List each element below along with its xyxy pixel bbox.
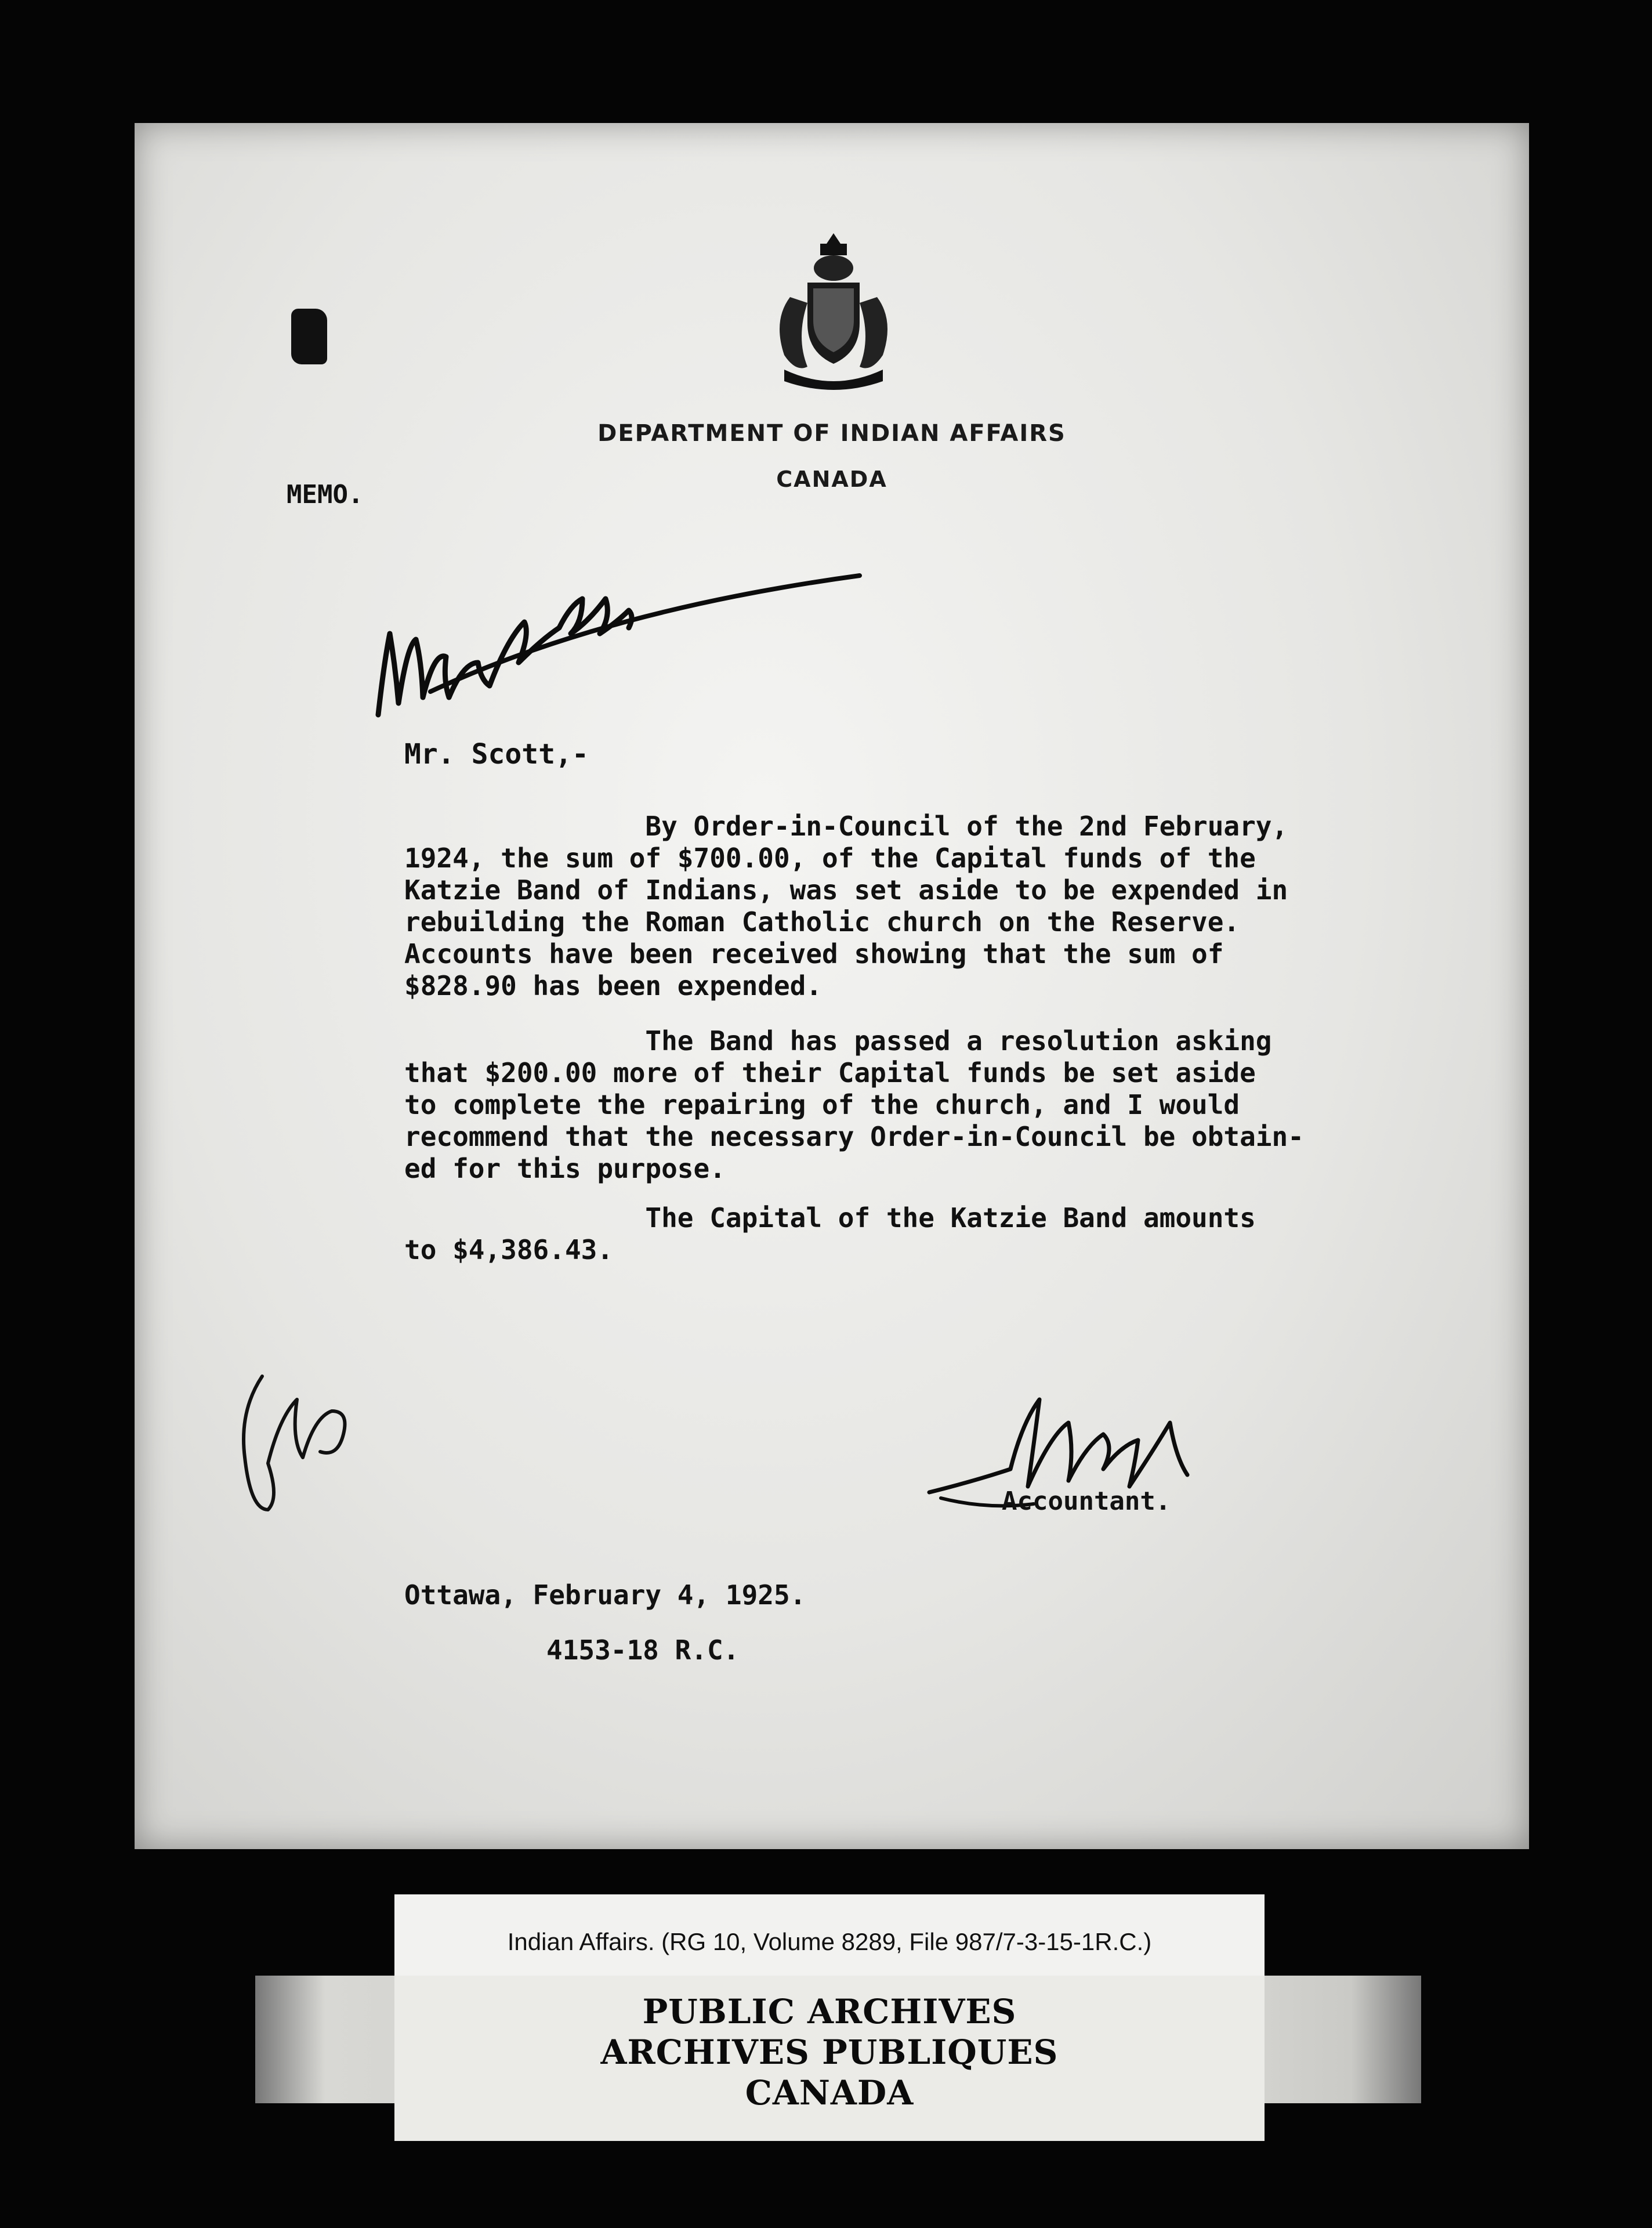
department-name: DEPARTMENT OF INDIAN AFFAIRS xyxy=(597,420,1066,447)
archive-caption: Indian Affairs. (RG 10, Volume 8289, File 987/7-3-15-1R.C.) xyxy=(507,1928,1152,1955)
handwritten-annotation-top xyxy=(361,541,871,732)
stamp-line-1: PUBLIC ARCHIVES xyxy=(642,1992,1017,2031)
department-country: CANADA xyxy=(776,466,887,492)
stamp-line-2: ARCHIVES PUBLIQUES xyxy=(600,2032,1059,2072)
archive-stamp-card xyxy=(394,1976,1265,2141)
stamp-line-3: CANADA xyxy=(745,2073,914,2113)
salutation: Mr. Scott,- xyxy=(404,738,589,771)
signatory-title: Accountant. xyxy=(1002,1486,1171,1516)
file-reference: 4153-18 R.C. xyxy=(546,1634,740,1666)
date-line: Ottawa, February 4, 1925. xyxy=(404,1579,806,1611)
archive-caption-card xyxy=(394,1894,1265,1976)
coat-of-arms-icon xyxy=(767,227,900,390)
paragraph-2: The Band has passed a resolution asking that $200.00 more of their Capital funds be set aside to complete the repairing of the church, and I would recommend that the necessary Order-in-Council be obtain- ed for this purpose. xyxy=(404,1025,1304,1184)
paragraph-1: By Order-in-Council of the 2nd February, 1924, the sum of $700.00, of the Capital funds of the Katzie Band of Indians, was set aside to be expended in rebuilding the Roman Catholic church on the Reserve. Accounts have been received showing that the sum of $828.90 has been expended. xyxy=(404,811,1288,1001)
memo-label: MEMO. xyxy=(287,480,364,509)
punch-hole xyxy=(291,309,327,364)
memo-page xyxy=(135,123,1529,1849)
paragraph-3: The Capital of the Katzie Band amounts to $4,386.43. xyxy=(404,1202,1256,1265)
initials-annotation xyxy=(227,1359,355,1545)
